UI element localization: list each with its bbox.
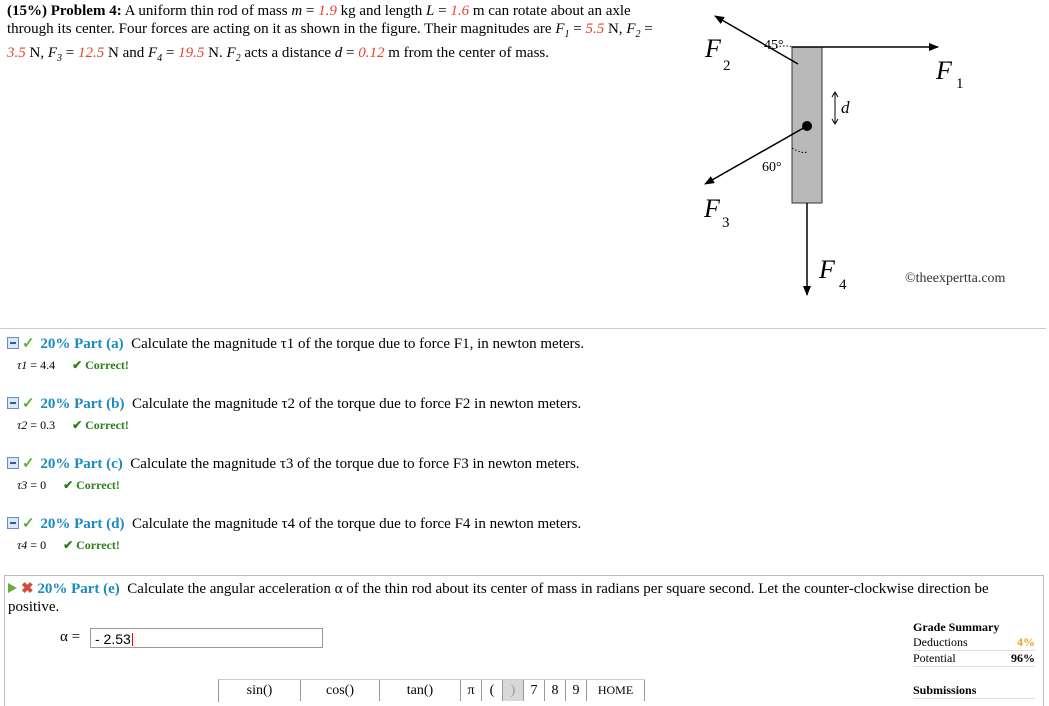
collapse-toggle-icon[interactable] [7, 397, 19, 409]
submissions-title: Submissions [913, 683, 1035, 699]
answer-symbol: τ3 [17, 478, 28, 492]
part-label: Part (b) [74, 396, 125, 412]
part-question: Calculate the angular acceleration α of the thin rod about its center of mass in radians per square second. Let the counter-clockwise direction be positive. [8, 581, 989, 615]
problem-label: Problem 4: [50, 3, 122, 19]
m-value: 1.9 [318, 3, 337, 19]
part-c [7, 454, 580, 493]
answer-value: 0.3 [40, 418, 56, 432]
d-value: 0.12 [358, 45, 385, 61]
answer-symbol: τ1 [17, 358, 28, 372]
sin-key[interactable]: sin() [219, 680, 301, 701]
part-answer: τ3 = 0 ✔ Correct! [17, 477, 580, 493]
problem-weight: (15%) [7, 3, 47, 19]
copyright-label: ©theexpertta.com [905, 271, 1006, 286]
seven-key[interactable]: 7 [524, 680, 545, 701]
F1-label: F [936, 56, 952, 85]
check-icon: ✓ [22, 396, 35, 412]
F1-value: 5.5 [585, 21, 605, 37]
answer-value: 0 [40, 478, 47, 492]
part-label: Part (a) [74, 336, 124, 352]
check-icon: ✓ [22, 456, 35, 472]
part-weight: 20% [40, 456, 71, 472]
d-label: d [841, 98, 850, 117]
part-weight: 20% [37, 581, 68, 597]
F4-value: 19.5 [178, 45, 205, 61]
expand-icon[interactable] [8, 583, 17, 593]
text-caret [132, 633, 133, 646]
F3-label: F [704, 194, 720, 223]
pi-key[interactable]: π [461, 680, 482, 701]
svg-text:3: 3 [722, 215, 730, 231]
correct-status: ✔ Correct! [63, 478, 120, 492]
F2-arrow [715, 16, 798, 64]
potential-label: Potential [913, 651, 956, 665]
part-weight: 20% [40, 516, 71, 532]
problem-text-kg: kg and length [340, 3, 423, 19]
angle-60-label: 60° [762, 160, 782, 175]
open-paren-key[interactable]: ( [482, 680, 503, 701]
potential-row [913, 651, 1035, 667]
home-key[interactable]: HOME [587, 680, 645, 701]
part-e-header [8, 580, 1008, 616]
correct-status: ✔ Correct! [63, 538, 120, 552]
cos-key[interactable]: cos() [301, 680, 380, 701]
problem-text-axle: m can rotate about an axle through its center. Four forces are acting on it as shown in the figure. Their magnitudes are [7, 3, 631, 37]
incorrect-icon: ✖ [21, 581, 34, 597]
answer-symbol: τ2 [17, 418, 28, 432]
part-b [7, 394, 581, 433]
correct-status: ✔ Correct! [72, 418, 129, 432]
part-answer: τ4 = 0 ✔ Correct! [17, 537, 581, 553]
L-symbol: L [426, 3, 435, 19]
check-icon: ✓ [22, 336, 35, 352]
F2-value: 3.5 [7, 45, 26, 61]
svg-text:2: 2 [723, 58, 731, 74]
part-answer: τ2 = 0.3 ✔ Correct! [17, 417, 581, 433]
part-question: Calculate the magnitude τ4 of the torque due to force F4 in newton meters. [131, 516, 582, 532]
force-diagram [695, 4, 1045, 304]
answer-value: 4.4 [40, 358, 56, 372]
problem-text-end: m from the center of mass. [388, 45, 550, 61]
answer-symbol: τ4 [17, 538, 28, 552]
part-answer: τ1 = 4.4 ✔ Correct! [17, 357, 584, 373]
part-label: Part (e) [71, 581, 120, 597]
part-label: Part (c) [74, 456, 123, 472]
part-weight: 20% [40, 396, 71, 412]
axle [802, 121, 812, 131]
L-value: 1.6 [450, 3, 470, 19]
answer-input[interactable] [90, 628, 323, 648]
collapse-toggle-icon[interactable] [7, 337, 19, 349]
part-label: Part (d) [74, 516, 125, 532]
deductions-label: Deductions [913, 635, 968, 649]
problem-statement: (15%) Problem 4: A uniform thin rod of mass m = 1.9 kg and length L = 1.6 m can rotate about an axle through its center. Four forces are acting on it as shown in the figure. Their magnitudes are $F_1 = 5.5$ N, $F_2 = 3.5$ N, $F_3 = 12.5$ N and $F_4 = 19.5$ N. $F_2$ acts a distance d = 0.12 m from the center of mass. [7, 3, 653, 64]
part-a [7, 334, 584, 373]
problem-intro: A uniform thin rod of mass [124, 3, 288, 19]
part-question: Calculate the magnitude τ1 of the torque due to force F1, in newton meters. [131, 336, 585, 352]
m-symbol: m [291, 3, 303, 19]
alpha-label: α = [60, 629, 81, 645]
F4-label: F [819, 255, 835, 284]
part-weight: 20% [40, 336, 71, 352]
close-paren-key[interactable]: ) [503, 680, 524, 701]
problem-text-acts: acts a distance [244, 45, 332, 61]
part-d [7, 514, 581, 553]
collapse-toggle-icon[interactable] [7, 457, 19, 469]
potential-value: 96% [1011, 651, 1035, 665]
check-icon: ✓ [22, 516, 35, 532]
F3-value: 12.5 [77, 45, 105, 61]
answer-input-value: - 2.53 [95, 631, 131, 647]
svg-text:4: 4 [839, 277, 847, 293]
svg-text:1: 1 [956, 76, 964, 92]
grade-summary-title: Grade Summary [913, 620, 1000, 634]
calculator-keypad [218, 679, 645, 702]
correct-status: ✔ Correct! [72, 358, 129, 372]
nine-key[interactable]: 9 [566, 680, 587, 701]
F2-label: F [705, 34, 721, 63]
eight-key[interactable]: 8 [545, 680, 566, 701]
deductions-value: 4% [1017, 635, 1035, 649]
divider [0, 328, 1046, 329]
part-question: Calculate the magnitude τ3 of the torque due to force F3 in newton meters. [130, 456, 580, 472]
answer-value: 0 [40, 538, 47, 552]
d-symbol: d [334, 45, 343, 61]
collapse-toggle-icon[interactable] [7, 517, 19, 529]
part-question: Calculate the magnitude τ2 of the torque due to force F2 in newton meters. [131, 396, 582, 412]
tan-key[interactable]: tan() [380, 680, 461, 701]
grade-summary [913, 620, 1035, 699]
deductions-row [913, 635, 1035, 651]
angle-45-label: 45° [764, 38, 784, 53]
